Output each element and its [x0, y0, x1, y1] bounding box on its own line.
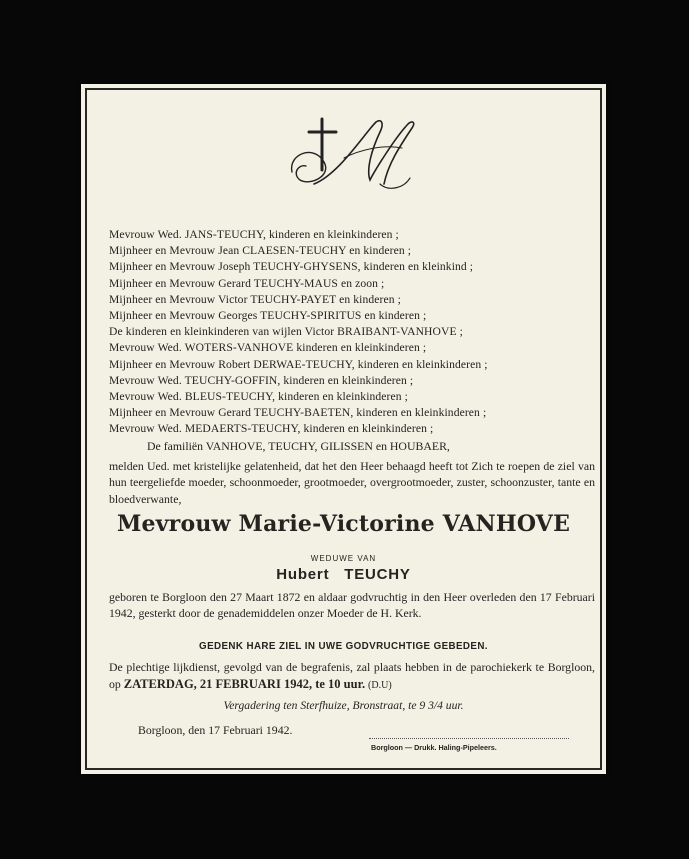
mourner-line: Mevrouw Wed. MEDAERTS-TEUCHY, kinderen en kleinkinderen ;	[109, 422, 434, 436]
printer-rule	[369, 738, 569, 739]
mourner-line: Mevrouw Wed. TEUCHY-GOFFIN, kinderen en kleinkinderen ;	[109, 373, 414, 387]
mourner-line: Mijnheer en Mevrouw Joseph TEUCHY-GHYSENS, kinderen en kleinkind ;	[109, 260, 474, 274]
mourner-line: Mijnheer en Mevrouw Jean CLAESEN-TEUCHY en kinderen ;	[109, 244, 412, 258]
prayer-request: GEDENK HARE ZIEL IN UWE GODVRUCHTIGE GEBEDEN.	[199, 641, 488, 652]
mourners-list	[109, 227, 589, 438]
widow-of-label: WEDUWE VAN	[310, 554, 377, 563]
mourner-line: Mijnheer en Mevrouw Gerard TEUCHY-BAETEN, kinderen en kleinkinderen ;	[109, 406, 487, 420]
families-line: De familiën VANHOVE, TEUCHY, GILISSEN en HOUBAER,	[147, 439, 450, 453]
deceased-name: Mevrouw Marie-Victorine VANHOVE	[116, 511, 571, 537]
service-description: De plechtige lijkdienst, gevolgd van de begrafenis, zal plaats hebben in de parochiekerk te Borgloon, op	[109, 660, 595, 691]
service-du: (D.U)	[368, 680, 392, 691]
cross-monogram-icon	[284, 114, 424, 196]
mourner-line: Mijnheer en Mevrouw Georges TEUCHY-SPIRITUS en kinderen ;	[109, 309, 427, 323]
mourner-line: Mijnheer en Mevrouw Robert DERWAE-TEUCHY, kinderen en kleinkinderen ;	[109, 357, 488, 371]
printer-credit: Borgloon — Drukk. Haling-Pipeleers.	[371, 743, 497, 752]
mourner-line: Mevrouw Wed. WOTERS-VANHOVE kinderen en kleinkinderen ;	[109, 341, 427, 355]
service-date: ZATERDAG, 21 FEBRUARI 1942, te 10 uur.	[123, 677, 366, 691]
death-notice-card	[81, 84, 606, 774]
funeral-service-text	[109, 659, 595, 694]
mourner-line: Mijnheer en Mevrouw Gerard TEUCHY-MAUS en zoon ;	[109, 276, 385, 290]
husband-name: Hubert TEUCHY	[276, 566, 411, 583]
mourner-line: Mijnheer en Mevrouw Victor TEUCHY-PAYET en kinderen ;	[109, 292, 401, 306]
mourner-line: Mevrouw Wed. JANS-TEUCHY, kinderen en kleinkinderen ;	[109, 228, 399, 241]
announcement-text: melden Ued. met kristelijke gelatenheid, dat het den Heer behaagd heeft tot Zich te roepen de ziel van hun teergeliefde moeder, schoonmoeder, grootmoeder, overgrootmoeder, zuster, schoonzuster, tante en bloedverwante,	[109, 459, 595, 506]
meeting-info: Vergadering ten Sterfhuize, Bronstraat, te 9 3/4 uur.	[223, 699, 464, 712]
place-date: Borgloon, den 17 Februari 1942.	[138, 723, 293, 737]
birth-death-text: geboren te Borgloon den 27 Maart 1872 en aldaar godvruchtig in den Heer overleden den 17 Februari 1942, gesterkt door de genademiddelen onzer Moeder de H. Kerk.	[109, 590, 595, 621]
mourner-line: Mevrouw Wed. BLEUS-TEUCHY, kinderen en kleinkinderen ;	[109, 390, 408, 404]
mourner-line: De kinderen en kleinkinderen van wijlen Victor BRAIBANT-VANHOVE ;	[109, 325, 463, 339]
